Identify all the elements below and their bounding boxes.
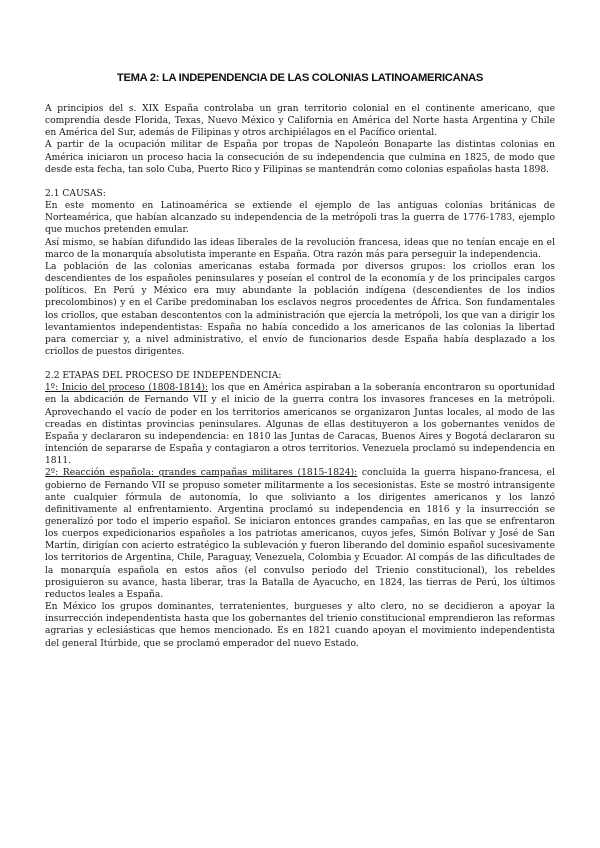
spacer [45, 176, 555, 188]
causas-heading: 2.1 CAUSAS: [45, 188, 106, 199]
document-title: TEMA 2: LA INDEPENDENCIA DE LAS COLONIAS LATINOAMERICANAS [116, 72, 484, 84]
stage-2-text: concluida la guerra hispano-francesa, el gobierno de Fernando VII se propuso someter militarmente a los secesionistas. Este se mostró intransigente ante cualquier fórmula de autonomía, lo que solivianto a los dirigentes americanos y los lanzó definitivamente al enfrentamiento. Argentina proclamó su independencia en 1816 y la insurrección se generalizó por todo el imperio español. Se iniciaron entonces grandes campañas, en las que se enfrentaron los cuerpos expedicionarios españoles a los patriotas americanos, cuyos jefes, Simón Bolívar y José de San Martín, dirigían con acierto estratégico la sublevación y fueron liberando del dominio español sucesivamente los territorios de Argentina, Chile, Paraguay, Venezuela, Colombia y Ecuador. Al compás de las dificultades de la monarquía española en estos años (el convulso periodo del Trienio constitucional), los rebeldes prosiguieron su avance, hasta liberar, tras la Batalla de Ayacucho, en 1824, las tierras de Perú, los últimos reductos leales a España. [45, 468, 555, 600]
stage-2-paragraph [45, 467, 555, 601]
mexico-paragraph: En México los grupos dominantes, terratenientes, burgueses y alto clero, no se decidieron a apoyar la insurrección independentista hasta que los gobernantes del trienio constitucional emprendieron las reformas agrarias y eclesiásticas que hemos mencionado. Es en 1821 cuando apoyan el movimiento independentista del general Itúrbide, que se proclamó emperador del nuevo Estado. [45, 602, 555, 649]
stage-1-paragraph [45, 382, 555, 467]
causas-paragraph-3: La población de las colonias americanas estaba formada por diversos grupos: los criollos eran los descendientes de los españoles peninsulares y poseían el control de la economía y de los principales cargos políticos. En Perú y México era muy abundante la población indígena (descendientes de los indios precolombinos) y en el Caribe predominaban los esclavos negros procedentes de África. Son fundamentales los criollos, que estaban descontentos con la administración que ejercía la metrópoli, los que van a dirigir los levantamientos independentistas: España no había concedido a los americanos de las colonias la libertad para comerciar y, a nivel administrativo, el envío de funcionarios desde España había desplazado a los criollos de puestos dirigentes. [45, 261, 555, 357]
intro-paragraph-2: A partir de la ocupación militar de España por tropas de Napoleón Bonaparte las distintas colonias en América iniciaron un proceso hacia la consecución de su independencia que culmina en 1825, de modo que desde esta fecha, tan solo Cuba, Puerto Rico y Filipinas se mantendrán como colonias españolas hasta 1898. [45, 140, 555, 175]
causas-paragraph-2: Así mismo, se habían difundido las ideas liberales de la revolución francesa, ideas que no tenían encaje en el marco de la monarquía absolutista imperante en España. Otra razón más para perseguir la independencia. [45, 237, 555, 260]
stage-1-text: los que en América aspiraban a la soberanía encontraron su oportunidad en la abdicación de Fernando VII y el inicio de la guerra contra los invasores franceses en la metrópoli. Aprovechando el vacío de poder en los territorios americanos se organizaron Juntas locales, al modo de las creadas en distintas provincias peninsulares. Algunas de ellas destituyeron a los gobernantes venidos de España y declararon su independencia: en 1810 las Juntas de Caracas, Buenos Aires y Bogotá declararon su intención de separarse de España y contagiaron a otros territorios. Venezuela proclamó su independencia en 1811. [45, 383, 556, 467]
document-page [45, 72, 555, 650]
causas-paragraph-1: En este momento en Latinoamérica se extiende el ejemplo de las antiguas colonias británicas de Norteamérica, que habían alcanzado su independencia de la metrópoli tras la guerra de 1776-1783, ejemplo que muchos pretenden emular. [45, 201, 555, 236]
stage-2-label: 2º: Reacción española: grandes campañas militares (1815-1824): [45, 468, 358, 479]
intro-paragraph-1: A principios del s. XIX España controlaba un gran territorio colonial en el continente americano, que comprendía desde Florida, Texas, Nuevo México y California en América del Norte hasta Argentina y Chile en América del Sur, además de Filipinas y otros archipiélagos en el Pacífico oriental. [45, 104, 555, 139]
spacer [45, 358, 555, 370]
etapas-heading: 2.2 ETAPAS DEL PROCESO DE INDEPENDENCIA: [45, 371, 282, 382]
stage-1-label: 1º: Inicio del proceso (1808-1814): [45, 383, 209, 394]
